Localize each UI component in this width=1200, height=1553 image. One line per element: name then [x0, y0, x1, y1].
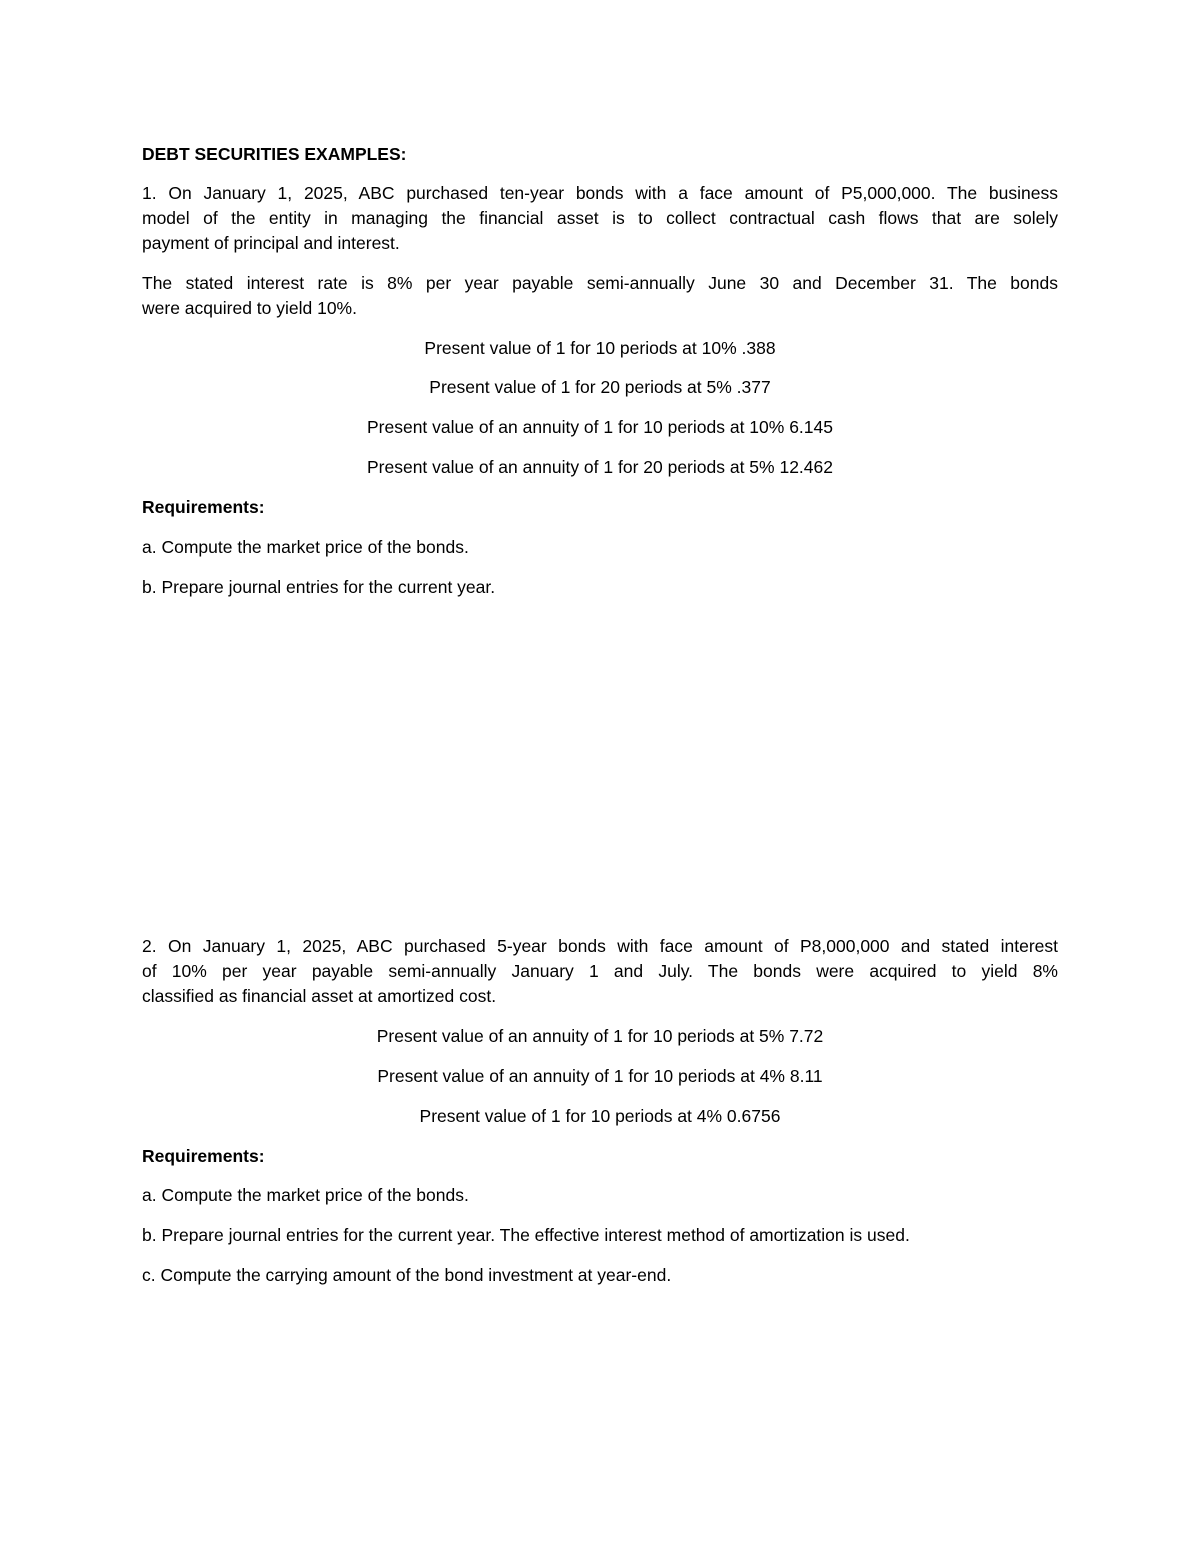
example2-requirements-heading: Requirements: — [142, 1146, 265, 1166]
example1-pv-factor: Present value of an annuity of 1 for 20 periods at 5% 12.462 — [366, 457, 833, 477]
example2-requirement-a: a. Compute the market price of the bonds. — [142, 1185, 469, 1205]
example1-para1-line3: payment of principal and interest. — [142, 233, 400, 253]
example2-requirement-b: b. Prepare journal entries for the current year. The effective interest method of amortization is used. — [142, 1225, 910, 1245]
example2-pv-factor: Present value of an annuity of 1 for 10 periods at 5% 7.72 — [376, 1026, 824, 1046]
example2-para1-line2: of 10% per year payable semi-annually January 1 and July. The bonds were acquired to yield 8% — [142, 961, 1058, 981]
example1-pv-factor: Present value of 1 for 20 periods at 5% .377 — [429, 377, 771, 397]
page-title: DEBT SECURITIES EXAMPLES: — [142, 144, 407, 164]
example1-requirement-b: b. Prepare journal entries for the current year. — [142, 577, 496, 597]
example1-pv-factor: Present value of an annuity of 1 for 10 periods at 10% 6.145 — [366, 417, 833, 437]
example2-pv-factor: Present value of an annuity of 1 for 10 periods at 4% 8.11 — [377, 1066, 823, 1086]
example2-para1-line3: classified as financial asset at amortized cost. — [142, 986, 497, 1006]
example1-para1-line1: 1. On January 1, 2025, ABC purchased ten-year bonds with a face amount of P5,000,000. The business — [142, 183, 1058, 203]
example2-pv-factor: Present value of 1 for 10 periods at 4% 0.6756 — [419, 1106, 781, 1126]
example1-para2-line1: The stated interest rate is 8% per year payable semi-annually June 30 and December 31. The bonds — [142, 273, 1058, 293]
example1-para2-line2: were acquired to yield 10%. — [142, 298, 357, 318]
example1-requirements-heading: Requirements: — [142, 497, 265, 517]
example1-para1-line2: model of the entity in managing the financial asset is to collect contractual cash flows that are solely — [142, 208, 1058, 228]
example1-requirement-a: a. Compute the market price of the bonds. — [142, 537, 469, 557]
example2-requirement-c: c. Compute the carrying amount of the bond investment at year-end. — [142, 1265, 672, 1285]
example2-para1-line1: 2. On January 1, 2025, ABC purchased 5-year bonds with face amount of P8,000,000 and stated interest — [142, 936, 1058, 956]
example1-pv-factor: Present value of 1 for 10 periods at 10% .388 — [424, 338, 776, 358]
